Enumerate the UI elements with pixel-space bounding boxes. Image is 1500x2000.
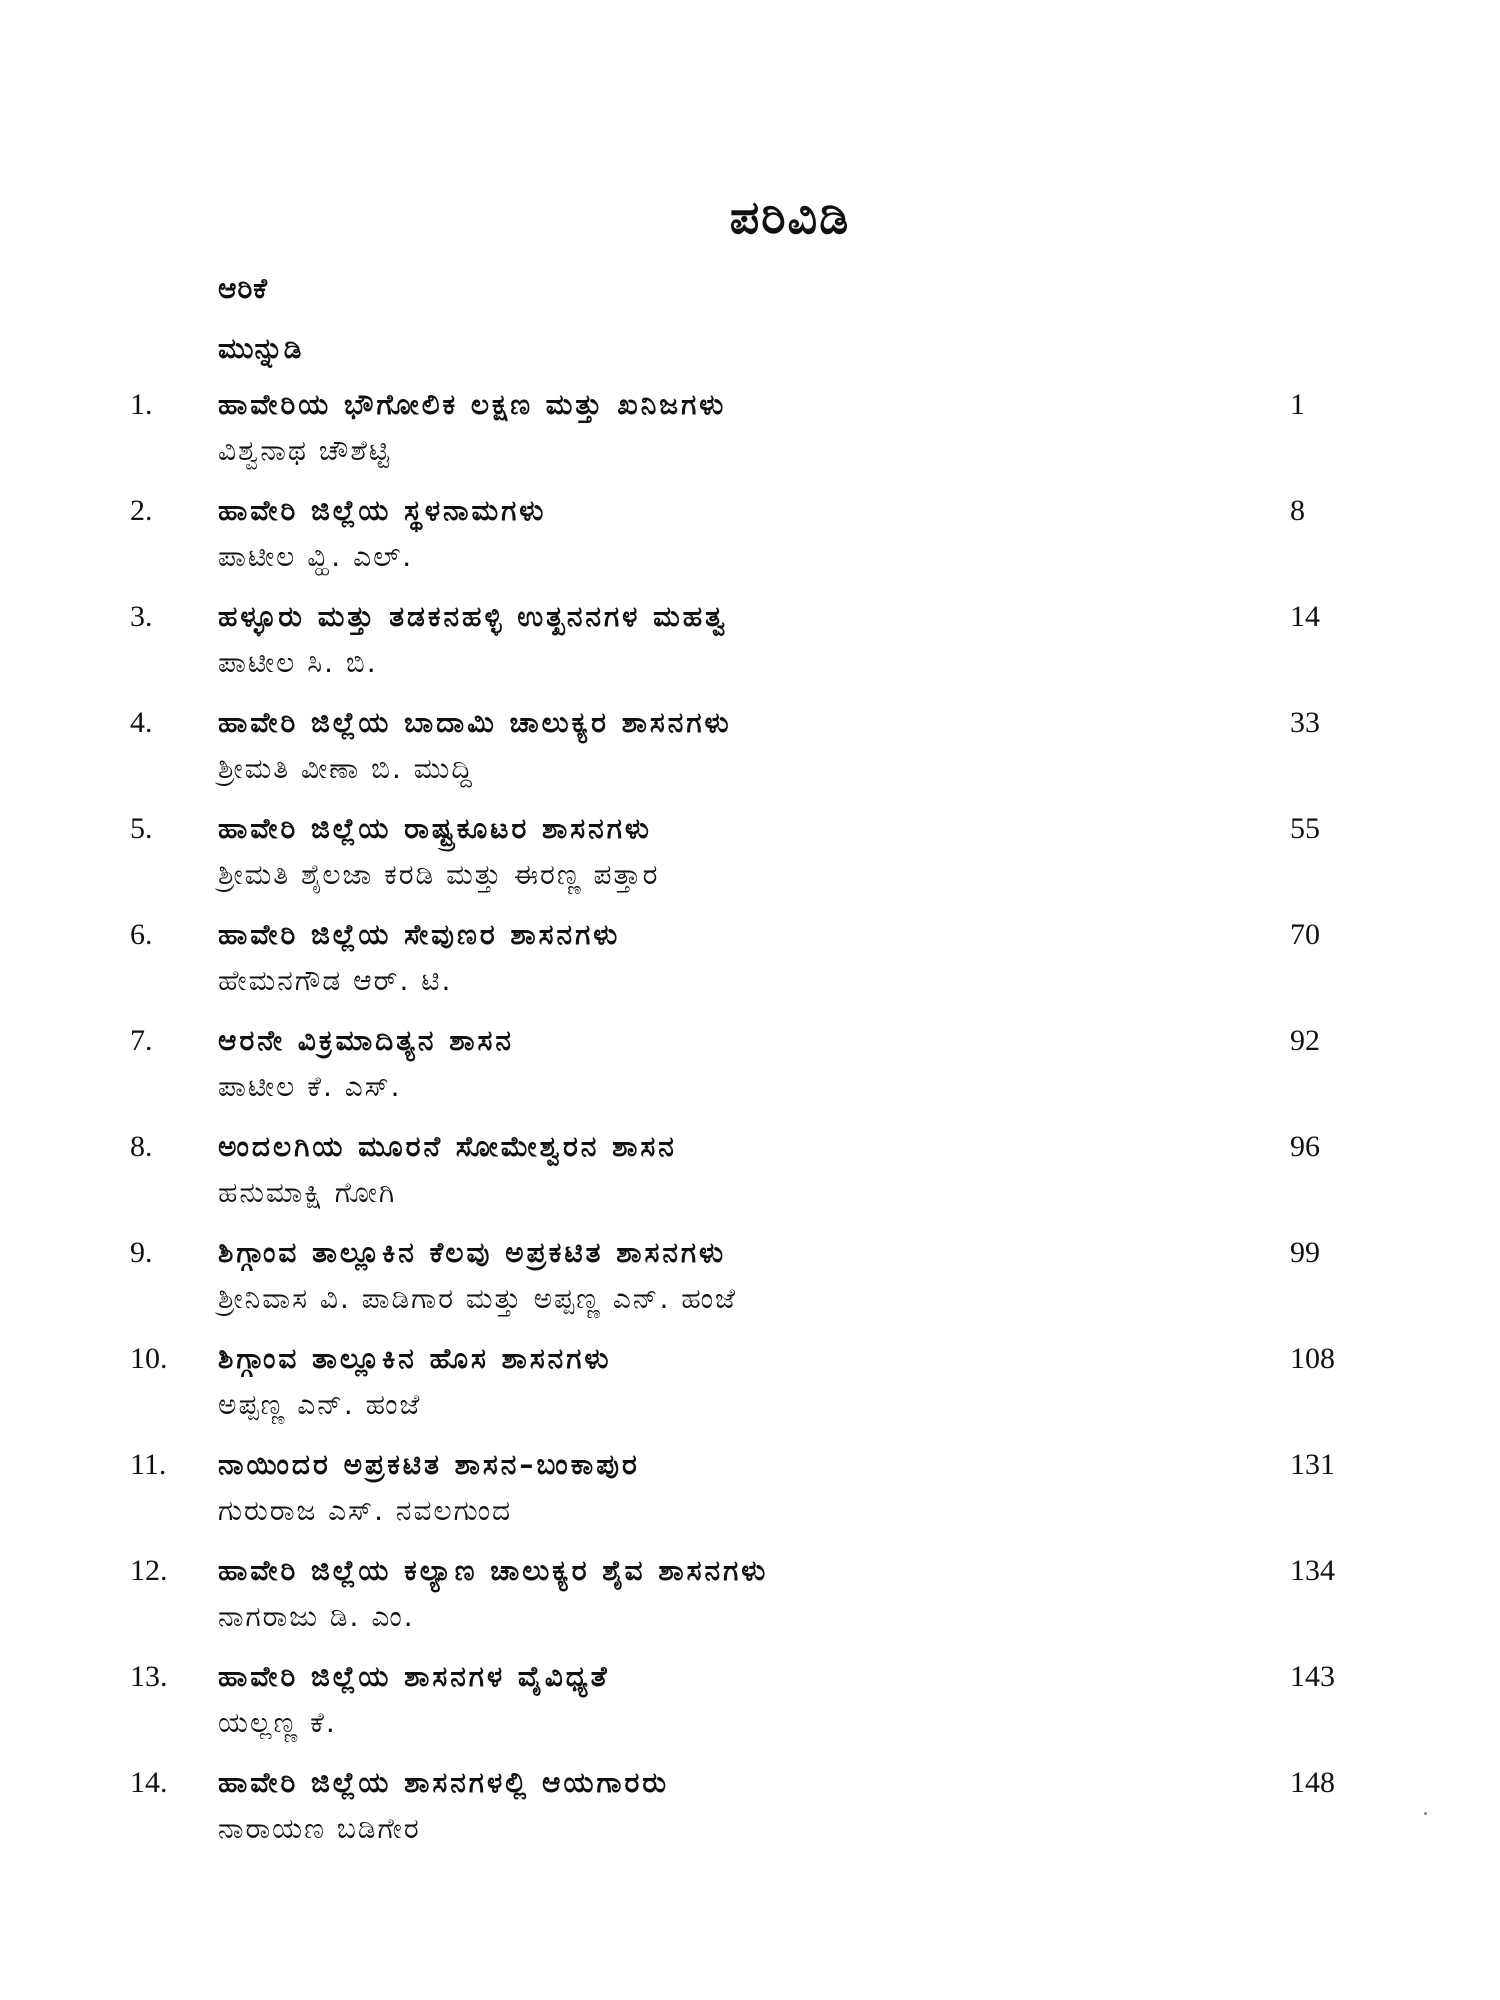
- entry-number: 8.: [130, 1130, 153, 1163]
- entry-number: 13.: [130, 1660, 168, 1693]
- entry-number: 9.: [130, 1236, 153, 1269]
- entry-page-number: 108: [1290, 1342, 1335, 1375]
- entry-number: 5.: [130, 812, 153, 845]
- entry-number: 4.: [130, 706, 153, 739]
- entry-page-number: 70: [1290, 918, 1320, 951]
- entry-number: 14.: [130, 1766, 168, 1799]
- entry-author: ಅಪ್ಪಣ್ಣ ಎನ್. ಹಂಜೆ: [218, 1388, 422, 1421]
- entry-title: ಹಾವೇರಿ ಜಿಲ್ಲೆಯ ಶಾಸನಗಳಲ್ಲಿ ಆಯಗಾರರು: [218, 1766, 670, 1799]
- entry-title: ಅಂದಲಗಿಯ ಮೂರನೆ ಸೋಮೇಶ್ವರನ ಶಾಸನ: [218, 1130, 677, 1163]
- entry-title: ಹಾವೇರಿ ಜಿಲ್ಲೆಯ ಕಲ್ಯಾಣ ಚಾಲುಕ್ಯರ ಶೈವ ಶಾಸನಗಳು: [218, 1554, 769, 1587]
- entry-page-number: 131: [1290, 1448, 1335, 1481]
- entry-author: ಗುರುರಾಜ ಎಸ್. ನವಲಗುಂದ: [218, 1494, 513, 1527]
- entry-number: 6.: [130, 918, 153, 951]
- entry-number: 3.: [130, 600, 153, 633]
- toc-entry: [0, 812, 1500, 918]
- toc-entry: [0, 600, 1500, 706]
- entry-page-number: 55: [1290, 812, 1320, 845]
- toc-entry: [0, 1554, 1500, 1660]
- entry-author: ಪಾಟೀಲ ವ್ಹಿ. ಎಲ್.: [218, 540, 414, 573]
- entry-number: 2.: [130, 494, 153, 527]
- entry-page-number: 92: [1290, 1024, 1320, 1057]
- entry-number: 11.: [130, 1448, 167, 1481]
- toc-entry: [0, 1130, 1500, 1236]
- entry-author: ಶ್ರೀಮತಿ ವೀಣಾ ಬಿ. ಮುದ್ದಿ: [218, 752, 474, 785]
- entry-number: 10.: [130, 1342, 168, 1375]
- entry-title: ಹಾವೇರಿ ಜಿಲ್ಲೆಯ ಸೇವುಣರ ಶಾಸನಗಳು: [218, 918, 621, 951]
- entry-page-number: 148: [1290, 1766, 1335, 1799]
- entry-page-number: 14: [1290, 600, 1320, 633]
- entry-title: ಶಿಗ್ಗಾಂವ ತಾಲ್ಲೂಕಿನ ಕೆಲವು ಅಪ್ರಕಟಿತ ಶಾಸನಗಳು: [218, 1236, 727, 1269]
- entry-title: ಹಾವೇರಿಯ ಭೌಗೋಲಿಕ ಲಕ್ಷಣ ಮತ್ತು ಖನಿಜಗಳು: [218, 388, 727, 421]
- toc-entry: [0, 1024, 1500, 1130]
- entry-title: ಹಾವೇರಿ ಜಿಲ್ಲೆಯ ಸ್ಥಳನಾಮಗಳು: [218, 494, 547, 527]
- toc-entry: [0, 706, 1500, 812]
- toc-entry: [0, 1766, 1500, 1872]
- entry-title: ನಾಯಿಂದರ ಅಪ್ರಕಟಿತ ಶಾಸನ–ಬಂಕಾಪುರ: [218, 1448, 640, 1481]
- entry-title: ಹಳ್ಳೂರು ಮತ್ತು ತಡಕನಹಳ್ಳಿ ಉತ್ಖನನಗಳ ಮಹತ್ವ: [218, 600, 728, 633]
- toc-entry: [0, 1342, 1500, 1448]
- entry-page-number: 8: [1290, 494, 1305, 527]
- table-of-contents: [0, 388, 1500, 1872]
- entry-title: ಹಾವೇರಿ ಜಿಲ್ಲೆಯ ರಾಷ್ಟ್ರಕೂಟರ ಶಾಸನಗಳು: [218, 812, 652, 845]
- entry-page-number: 1: [1290, 388, 1305, 421]
- toc-entry: [0, 1236, 1500, 1342]
- entry-title: ಹಾವೇರಿ ಜಿಲ್ಲೆಯ ಶಾಸನಗಳ ವೈವಿಧ್ಯತೆ: [218, 1660, 610, 1693]
- entry-author: ನಾರಾಯಣ ಬಡಿಗೇರ: [218, 1812, 421, 1845]
- entry-author: ವಿಶ್ವನಾಥ ಚೌಶೆಟ್ಟಿ: [218, 434, 392, 467]
- entry-page-number: 33: [1290, 706, 1320, 739]
- front-matter-preface: ಆರಿಕೆ: [218, 272, 268, 305]
- entry-author: ಹನುಮಾಕ್ಷಿ ಗೋಗಿ: [218, 1176, 397, 1209]
- toc-entry: [0, 1660, 1500, 1766]
- scan-speck: [1424, 1812, 1427, 1815]
- entry-title: ಶಿಗ್ಗಾಂವ ತಾಲ್ಲೂಕಿನ ಹೊಸ ಶಾಸನಗಳು: [218, 1342, 612, 1375]
- entry-page-number: 96: [1290, 1130, 1320, 1163]
- entry-number: 12.: [130, 1554, 168, 1587]
- entry-number: 1.: [130, 388, 153, 421]
- entry-author: ಪಾಟೀಲ ಸಿ. ಬಿ.: [218, 646, 378, 679]
- toc-entry: [0, 388, 1500, 494]
- page-title: ಪರಿವಿಡಿ: [729, 190, 851, 244]
- entry-page-number: 143: [1290, 1660, 1335, 1693]
- entry-author: ಹೇಮನಗೌಡ ಆರ್. ಟಿ.: [218, 964, 453, 997]
- entry-author: ಪಾಟೀಲ ಕೆ. ಎಸ್.: [218, 1070, 402, 1103]
- toc-entry: [0, 1448, 1500, 1554]
- entry-title: ಆರನೇ ವಿಕ್ರಮಾದಿತ್ಯನ ಶಾಸನ: [218, 1024, 514, 1057]
- entry-number: 7.: [130, 1024, 153, 1057]
- front-matter-foreword: ಮುನ್ನುಡಿ: [218, 332, 303, 365]
- entry-author: ಶ್ರೀಮತಿ ಶೈಲಜಾ ಕರಡಿ ಮತ್ತು ಈರಣ್ಣ ಪತ್ತಾರ: [218, 858, 660, 891]
- toc-entry: [0, 918, 1500, 1024]
- entry-title: ಹಾವೇರಿ ಜಿಲ್ಲೆಯ ಬಾದಾಮಿ ಚಾಲುಕ್ಯರ ಶಾಸನಗಳು: [218, 706, 732, 739]
- entry-author: ನಾಗರಾಜು ಡಿ. ಎಂ.: [218, 1600, 415, 1633]
- entry-author: ಶ್ರೀನಿವಾಸ ವಿ. ಪಾಡಿಗಾರ ಮತ್ತು ಅಪ್ಪಣ್ಣ ಎನ್. ಹಂಜೆ: [218, 1282, 737, 1315]
- entry-page-number: 99: [1290, 1236, 1320, 1269]
- toc-entry: [0, 494, 1500, 600]
- entry-page-number: 134: [1290, 1554, 1335, 1587]
- entry-author: ಯಲ್ಲಣ್ಣ ಕೆ.: [218, 1706, 337, 1739]
